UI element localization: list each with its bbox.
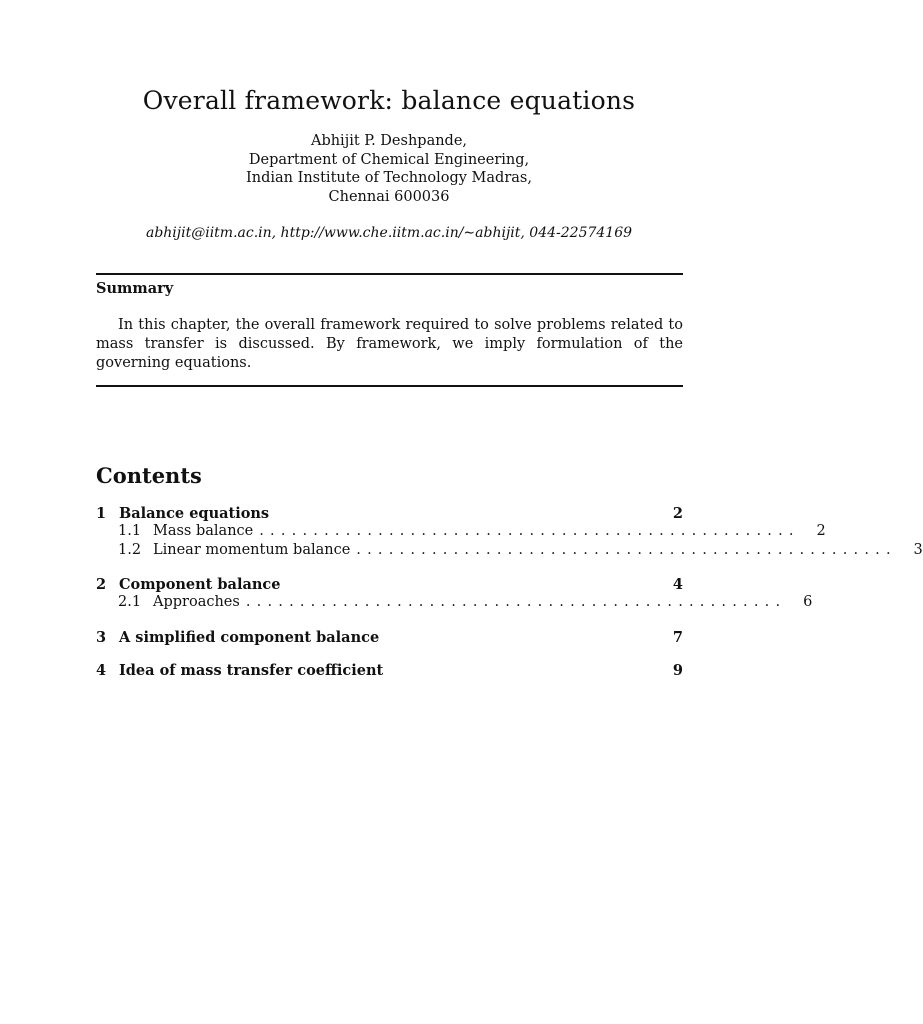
toc-leader-dots: .................................................. xyxy=(245,594,787,610)
author-name: Abhijit P. Deshpande, xyxy=(310,133,468,149)
toc-number: 1.2 xyxy=(118,542,142,558)
summary-top-rule xyxy=(96,273,683,275)
toc-number: 3 xyxy=(96,629,107,646)
toc-entry-section-4[interactable] xyxy=(96,662,683,681)
toc-label: A simplified component balance xyxy=(119,629,380,646)
toc-page-number: 7 xyxy=(672,629,683,646)
toc-number: 1.1 xyxy=(118,523,142,539)
toc-leader-dots: .................................................. xyxy=(259,523,800,539)
author-institute: Indian Institute of Technology Madras, xyxy=(246,170,532,186)
toc-number: 4 xyxy=(96,662,107,679)
toc-label: Component balance xyxy=(119,576,281,593)
toc-page-number: 3 xyxy=(913,542,923,558)
toc-page-number: 4 xyxy=(672,576,683,593)
toc-label: Idea of mass transfer coefficient xyxy=(119,662,384,679)
toc-entry-subsection-2-1[interactable] xyxy=(96,594,813,613)
toc-entry-subsection-1-2[interactable] xyxy=(96,542,923,561)
contact-line: abhijit@iitm.ac.in, http://www.che.iitm.ac.in/∼abhijit, 044-22574169 xyxy=(145,225,633,241)
toc-label: Linear momentum balance xyxy=(153,542,351,558)
toc-entry-subsection-1-1[interactable] xyxy=(96,523,826,542)
summary-text: In this chapter, the overall framework required to solve problems related to mass transfer is discussed. By framework, we imply formulation of the governing equations. xyxy=(96,317,683,371)
toc-number: 1 xyxy=(96,505,107,522)
toc-number: 2.1 xyxy=(118,594,142,610)
author-block xyxy=(0,132,778,206)
author-city: Chennai 600036 xyxy=(328,188,450,205)
summary-heading: Summary xyxy=(96,280,174,297)
toc-leader-dots: .................................................. xyxy=(356,542,897,558)
summary-bottom-rule xyxy=(96,385,683,387)
toc-page-number: 6 xyxy=(803,594,813,610)
toc-number: 2 xyxy=(96,576,107,593)
toc-entry-section-2[interactable] xyxy=(96,576,683,595)
toc-page-number: 2 xyxy=(672,505,683,522)
toc-label: Approaches xyxy=(153,594,240,610)
author-department: Department of Chemical Engineering, xyxy=(248,151,530,168)
document-title: Overall framework: balance equations xyxy=(142,86,636,115)
toc-entry-section-1[interactable] xyxy=(96,505,683,524)
toc-label: Mass balance xyxy=(153,523,254,539)
toc-entry-section-3[interactable] xyxy=(96,629,683,648)
toc-label: Balance equations xyxy=(119,505,270,522)
toc-page-number: 9 xyxy=(672,662,683,679)
contents-heading: Contents xyxy=(96,463,202,488)
toc-page-number: 2 xyxy=(816,523,826,539)
